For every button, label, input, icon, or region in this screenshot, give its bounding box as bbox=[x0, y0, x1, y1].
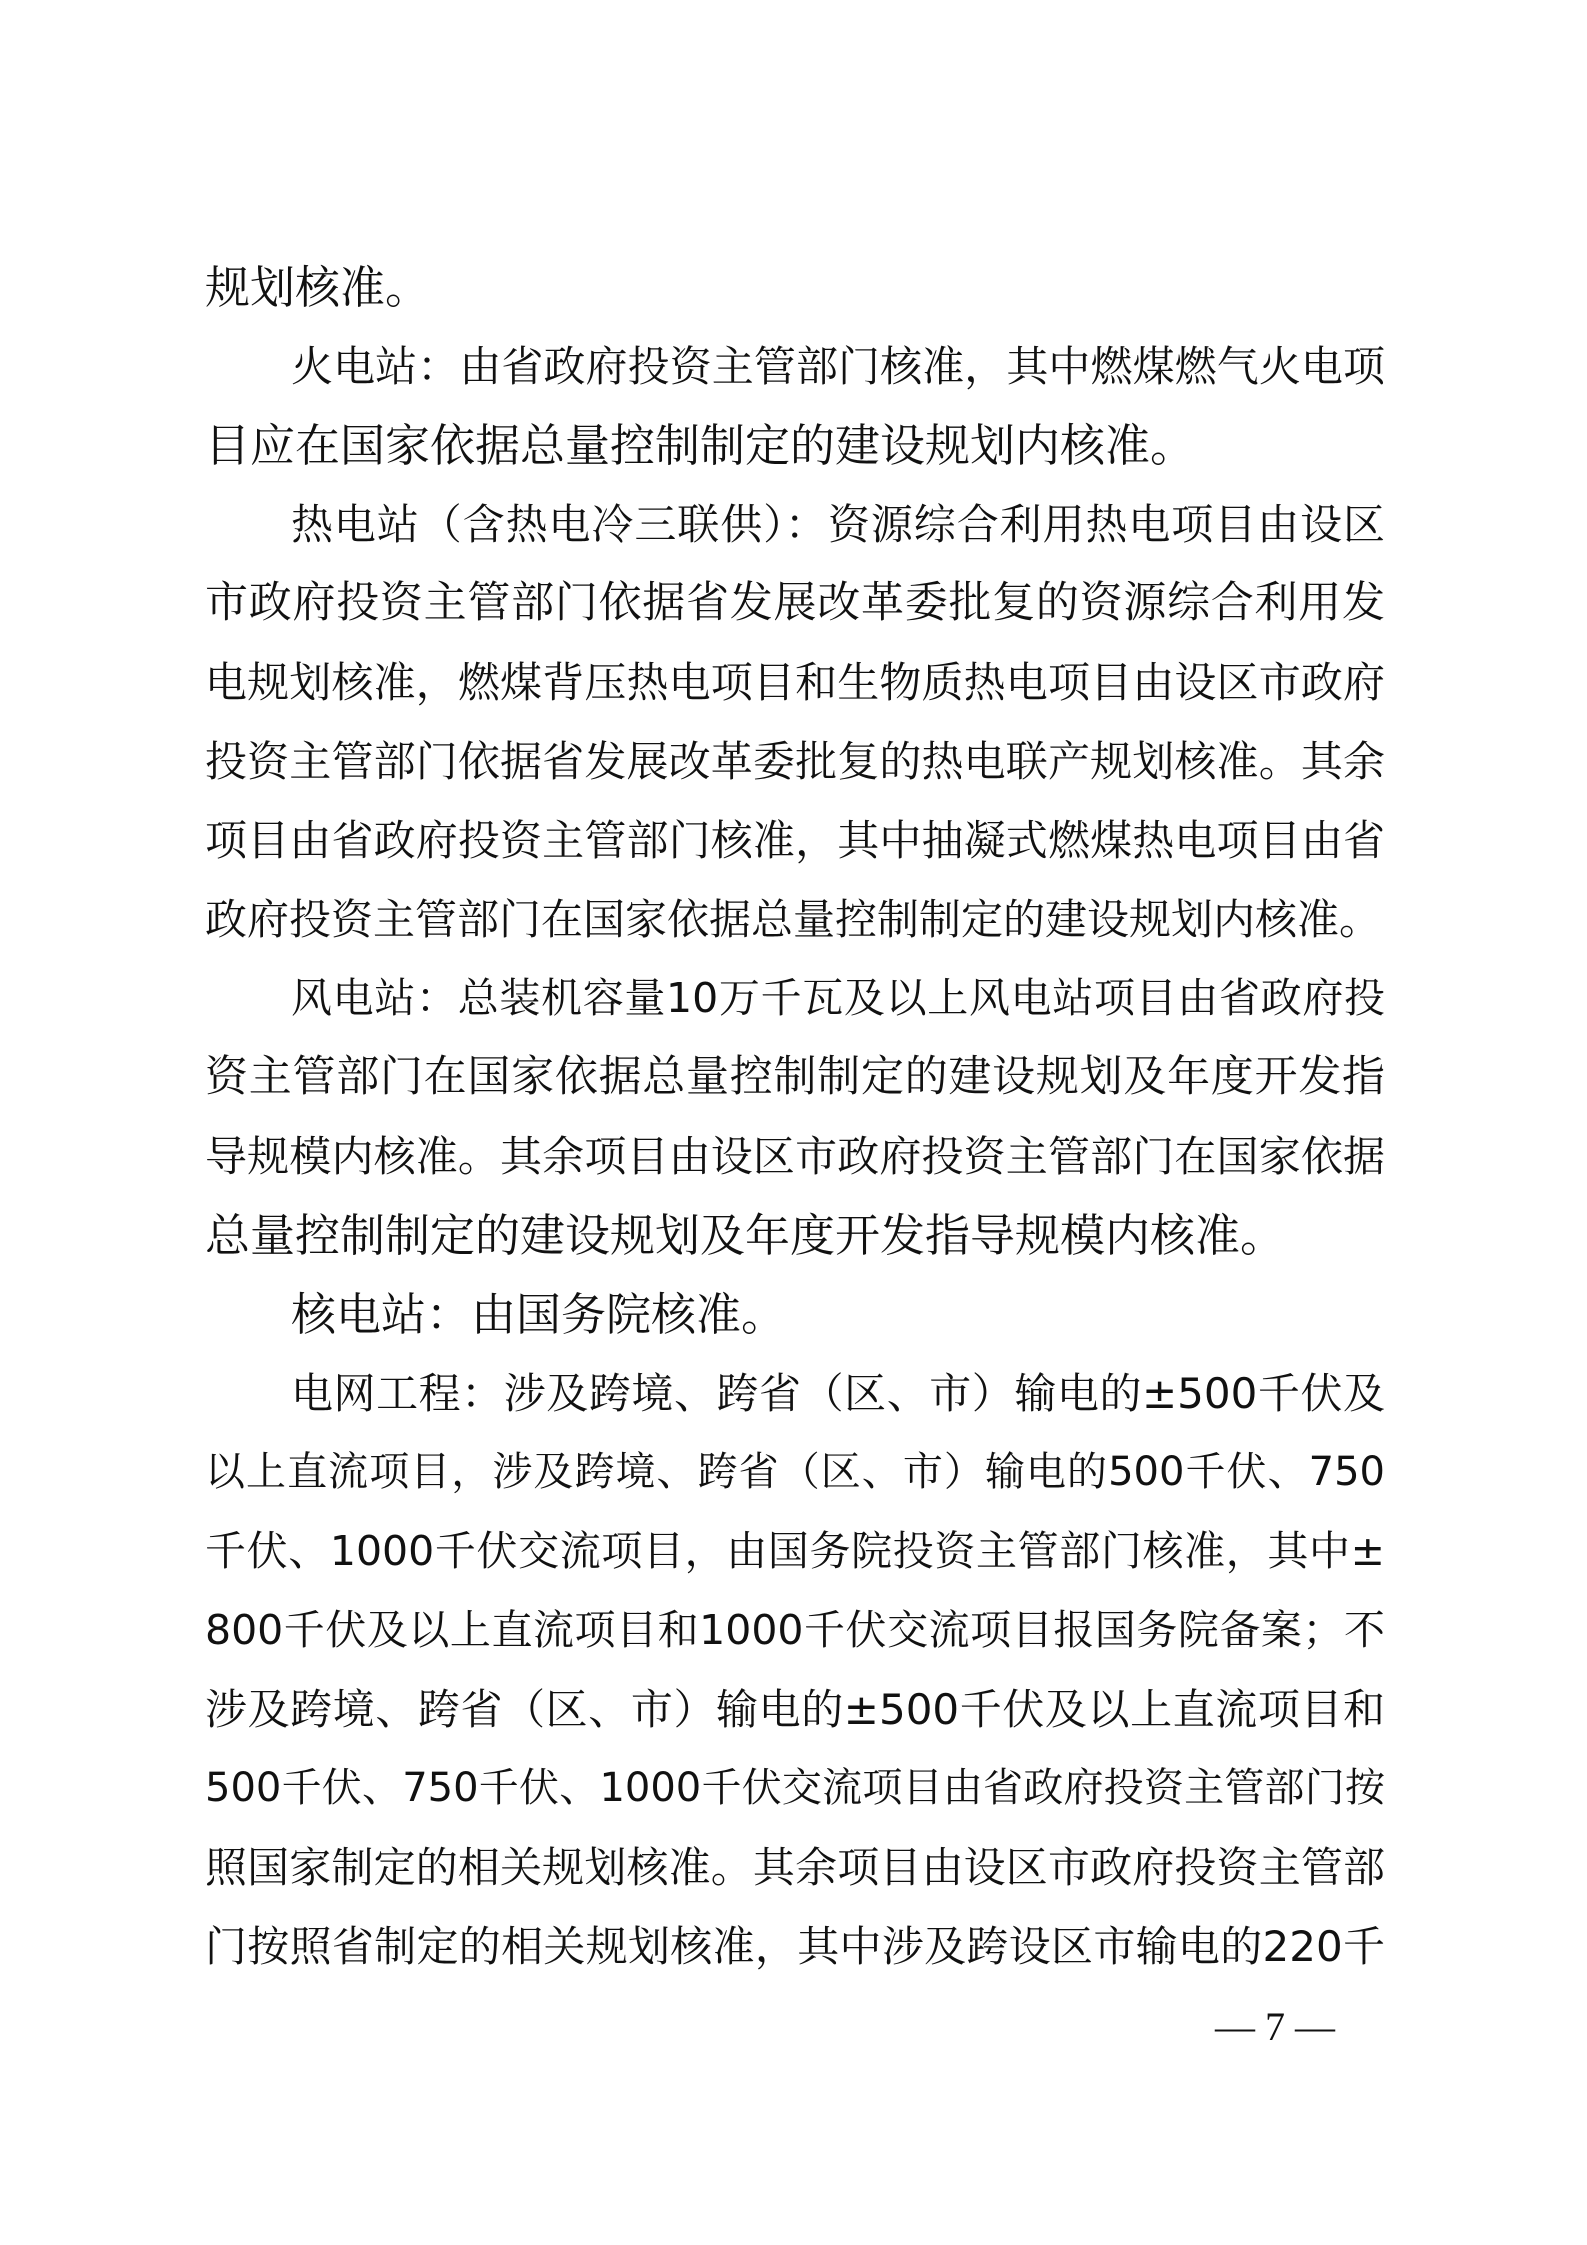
text-line: 资主管部门在国家依据总量控制制定的建设规划及年度开发指 bbox=[205, 1052, 1385, 1102]
text-line: 500千伏、750千伏、1000千伏交流项目由省政府投资主管部门按 bbox=[205, 1765, 1385, 1811]
text-line: 项目由省政府投资主管部门核准，其中抽凝式燃煤热电项目由省 bbox=[205, 816, 1385, 865]
text-line: 门按照省制定的相关规划核准，其中涉及跨设区市输电的220千 bbox=[205, 1922, 1385, 1971]
text-line: 导规模内核准。其余项目由设区市政府投资主管部门在国家依据 bbox=[205, 1132, 1385, 1181]
text-line: 目应在国家依据总量控制制定的建设规划内核准。 bbox=[205, 419, 1196, 472]
text-line: 800千伏及以上直流项目和1000千伏交流项目报国务院备案；不 bbox=[205, 1606, 1385, 1654]
text-line: 风电站：总装机容量10万千瓦及以上风电站项目由省政府投 bbox=[291, 974, 1385, 1022]
text-line: 投资主管部门依据省发展改革委批复的热电联产规划核准。其余 bbox=[205, 737, 1385, 786]
text-line: 以上直流项目，涉及跨境、跨省（区、市）输电的500千伏、750 bbox=[205, 1449, 1385, 1495]
text-line: 涉及跨境、跨省（区、市）输电的±500千伏及以上直流项目和 bbox=[205, 1685, 1385, 1734]
document-body bbox=[205, 248, 1385, 1986]
text-line: 规划核准。 bbox=[205, 261, 431, 314]
text-line: 电网工程：涉及跨境、跨省（区、市）输电的±500千伏及 bbox=[291, 1369, 1385, 1418]
text-line: 政府投资主管部门在国家依据总量控制制定的建设规划内核准。 bbox=[205, 895, 1382, 944]
text-line: 总量控制制定的建设规划及年度开发指导规模内核准。 bbox=[205, 1209, 1286, 1262]
text-line: 电规划核准，燃煤背压热电项目和生物质热电项目由设区市政府 bbox=[205, 658, 1385, 707]
page-number: — 7 — bbox=[1215, 2004, 1335, 2049]
text-line: 千伏、1000千伏交流项目，由国务院投资主管部门核准，其中± bbox=[205, 1527, 1385, 1575]
text-line: 照国家制定的相关规划核准。其余项目由设区市政府投资主管部 bbox=[205, 1843, 1385, 1892]
text-line: 火电站：由省政府投资主管部门核准，其中燃煤燃气火电项 bbox=[291, 342, 1385, 391]
text-line: 热电站（含热电冷三联供）：资源综合利用热电项目由设区 bbox=[291, 500, 1385, 549]
text-line: 核电站：由国务院核准。 bbox=[291, 1288, 787, 1341]
text-line: 市政府投资主管部门依据省发展改革委批复的资源综合利用发 bbox=[205, 578, 1385, 628]
